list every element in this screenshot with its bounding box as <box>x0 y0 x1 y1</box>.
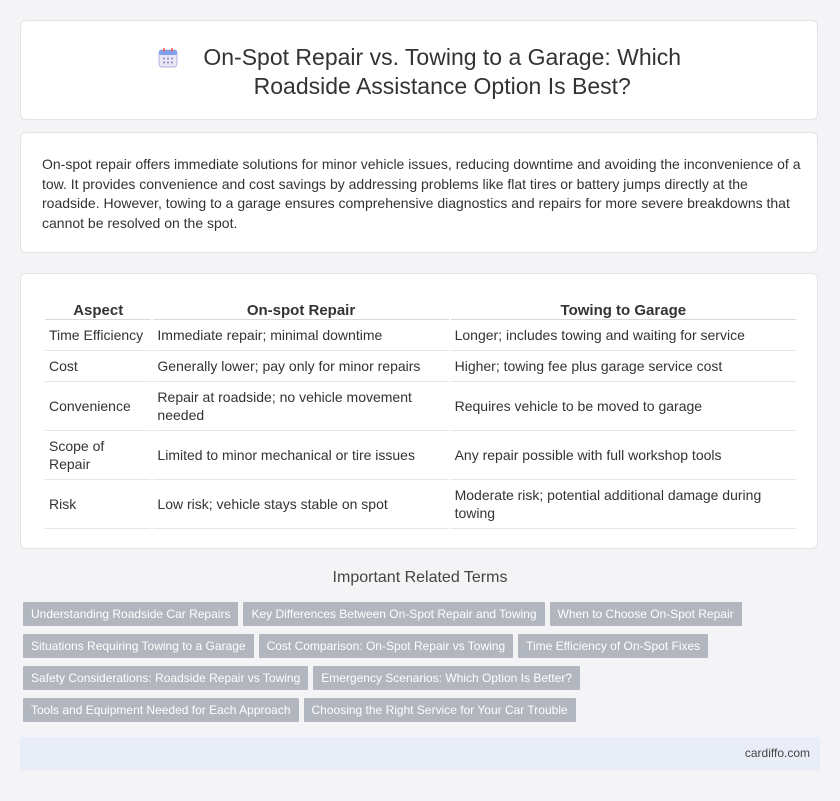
related-term-tag[interactable]: Safety Considerations: Roadside Repair vs Towing <box>23 666 308 690</box>
page-title <box>203 43 681 101</box>
calendar-icon <box>157 47 179 69</box>
table-header-row <box>45 295 796 320</box>
table-row <box>45 382 796 431</box>
comparison-table <box>43 295 798 529</box>
column-header-on-spot-repair: On-spot Repair <box>153 295 448 320</box>
related-term-tag[interactable]: Understanding Roadside Car Repairs <box>23 602 238 626</box>
table-row <box>45 431 796 480</box>
column-header-towing-to-garage: Towing to Garage <box>451 295 796 320</box>
table-cell: Low risk; vehicle stays stable on spot <box>153 480 448 529</box>
table-cell: Generally lower; pay only for minor repairs <box>153 351 448 382</box>
column-header-aspect: Aspect <box>45 295 151 320</box>
table-cell: Limited to minor mechanical or tire issues <box>153 431 448 480</box>
intro-paragraph: On-spot repair offers immediate solutions for minor vehicle issues, reducing downtime and avoiding the inconvenience of a tow. It provides convenience and cost savings by addressing problems like flat tires or battery jumps directly at the roadside. However, towing to a garage ensures comprehensive diagnostics and repairs for more severe breakdowns that cannot be resolved on the spot. <box>42 156 801 231</box>
table-cell: Higher; towing fee plus garage service cost <box>451 351 796 382</box>
table-cell: Convenience <box>45 382 151 431</box>
table-row <box>45 480 796 529</box>
table-cell: Any repair possible with full workshop tools <box>451 431 796 480</box>
related-term-tag[interactable]: Tools and Equipment Needed for Each Approach <box>23 698 299 722</box>
tag-row <box>23 666 823 698</box>
related-terms-heading: Important Related Terms <box>332 569 508 586</box>
table-cell: Moderate risk; potential additional damage during towing <box>451 480 796 529</box>
table-row <box>45 351 796 382</box>
table-cell: Repair at roadside; no vehicle movement needed <box>153 382 448 431</box>
page-title-line-1: On-Spot Repair vs. Towing to a Garage: Which <box>203 44 682 70</box>
table-cell: Immediate repair; minimal downtime <box>153 320 448 351</box>
comparison-card <box>20 273 818 549</box>
related-term-tag[interactable]: When to Choose On-Spot Repair <box>550 602 742 626</box>
tag-row <box>23 634 823 666</box>
table-cell: Time Efficiency <box>45 320 151 351</box>
related-terms-list <box>23 602 823 730</box>
header-card <box>20 20 818 120</box>
related-term-tag[interactable]: Choosing the Right Service for Your Car Trouble <box>304 698 576 722</box>
related-term-tag[interactable]: Key Differences Between On-Spot Repair and Towing <box>243 602 544 626</box>
page-title-line-2: Roadside Assistance Option Is Best? <box>253 73 631 99</box>
table-cell: Longer; includes towing and waiting for service <box>451 320 796 351</box>
intro-card <box>20 132 818 253</box>
table-cell: Risk <box>45 480 151 529</box>
table-row <box>45 320 796 351</box>
footer <box>20 737 820 770</box>
table-cell: Requires vehicle to be moved to garage <box>451 382 796 431</box>
tag-row <box>23 602 823 634</box>
table-cell: Scope of Repair <box>45 431 151 480</box>
related-term-tag[interactable]: Time Efficiency of On-Spot Fixes <box>518 634 708 658</box>
footer-site-link[interactable]: cardiffo.com <box>744 746 810 760</box>
related-term-tag[interactable]: Cost Comparison: On-Spot Repair vs Towing <box>259 634 514 658</box>
related-term-tag[interactable]: Emergency Scenarios: Which Option Is Better? <box>313 666 580 690</box>
related-term-tag[interactable]: Situations Requiring Towing to a Garage <box>23 634 254 658</box>
title-wrap <box>21 43 817 101</box>
table-cell: Cost <box>45 351 151 382</box>
tag-row <box>23 698 823 730</box>
